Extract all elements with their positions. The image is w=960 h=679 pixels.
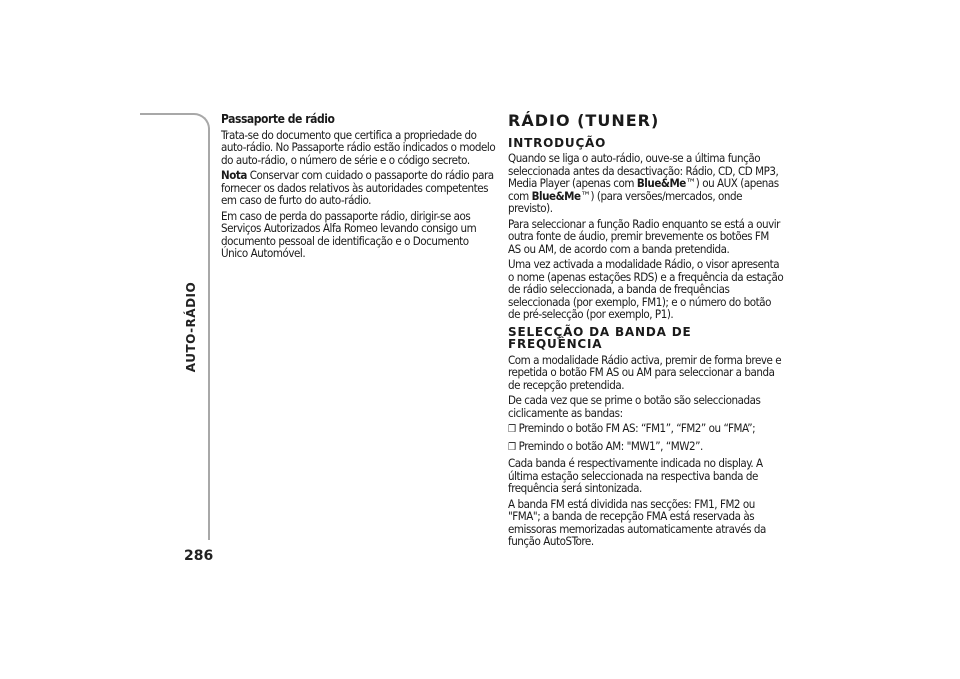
- page-margin-bracket: [140, 113, 210, 540]
- bullet-item: [508, 422, 784, 437]
- checkbox-bullet-icon: ❒: [508, 441, 516, 453]
- radio-tuner-title: RÁDIO (TUNER): [508, 111, 660, 130]
- band-paragraph-4: A banda FM está dividida nas secções: FM1, FM2 ou "FMA"; a banda de recepção FMA está reservada às emissoras memorizadas automaticamente através da função AutoSTore.: [508, 496, 766, 548]
- intro-heading: INTRODUÇÃO: [508, 135, 607, 150]
- bullet-text: Premindo o botão AM: "MW1”, “MW2”.: [518, 438, 703, 453]
- band-paragraph-1: Com a modalidade Rádio activa, premir de forma breve e repetida o botão FM AS ou AM para seleccionar a banda de recepção pretendida.: [508, 352, 782, 392]
- intro-text-b: ™) ou AUX (apenas com: [508, 176, 779, 203]
- band-paragraph-2: De cada vez que se prime o botão são seleccionadas ciclicamente as bandas:: [508, 393, 761, 420]
- nota-label: Nota: [221, 168, 247, 182]
- radio-passport-paragraph: Trata-se do documento que certifica a propriedade do auto-rádio. No Passaporte rádio estão indicados o modelo do auto-rádio, o número de série e o código secreto.: [221, 127, 496, 167]
- lost-passport-paragraph: Em caso de perda do passaporte rádio, dirigir-se aos Serviços Autorizados Alfa Romeo levando consigo um documento pessoal de identificação e o Documento Único Automóvel.: [221, 208, 477, 260]
- page-number: 286: [184, 548, 214, 564]
- band-selection-heading: SELECÇÃO DA BANDA DE FREQUÊNCIA: [508, 324, 692, 351]
- checkbox-bullet-icon: ❒: [508, 424, 516, 435]
- intro-text-c: ™) (para versões/mercados, onde previsto).: [508, 188, 743, 215]
- section-side-label: AUTO-RÁDIO: [184, 281, 198, 373]
- radio-passport-heading: Passaporte de rádio: [221, 112, 335, 126]
- band-paragraph-3: Cada banda é respectivamente indicada no display. A última estação seleccionada na respectiva banda de frequência será sintonizada.: [508, 456, 763, 495]
- intro-paragraph-1: [508, 152, 784, 215]
- left-column: [221, 113, 496, 263]
- nota-text: Conservar com cuidado o passaporte do rádio para fornecer os dados relativos às autoridades competentes em caso de furto do auto-rádio.: [221, 168, 494, 207]
- right-column: [508, 113, 784, 551]
- brand-name: Blue&Me: [636, 176, 686, 190]
- nota-paragraph: [221, 169, 496, 207]
- intro-paragraph-3: Uma vez activada a modalidade Rádio, o visor apresenta o nome (apenas estações RDS) e a frequência da estação de rádio seleccionada, a banda de frequências seleccionada (por exemplo, FM1); e o número do botão de pré-selecção (por exemplo, P1).: [508, 257, 784, 321]
- bullet-text: Premindo o botão FM AS: “FM1”, “FM2” ou “FMA”;: [518, 421, 756, 435]
- bullet-item: [508, 440, 784, 455]
- brand-name: Blue&Me: [531, 188, 581, 203]
- intro-paragraph-2: Para seleccionar a função Radio enquanto se está a ouvir outra fonte de áudio, premir brevemente os botões FM AS ou AM, de acordo com a banda pretendida.: [508, 216, 780, 256]
- intro-text-a: Quando se liga o auto-rádio, ouve-se a última função seleccionada antes da desactivação: Rádio, CD, CD MP3, Media Player (apenas com: [508, 151, 779, 190]
